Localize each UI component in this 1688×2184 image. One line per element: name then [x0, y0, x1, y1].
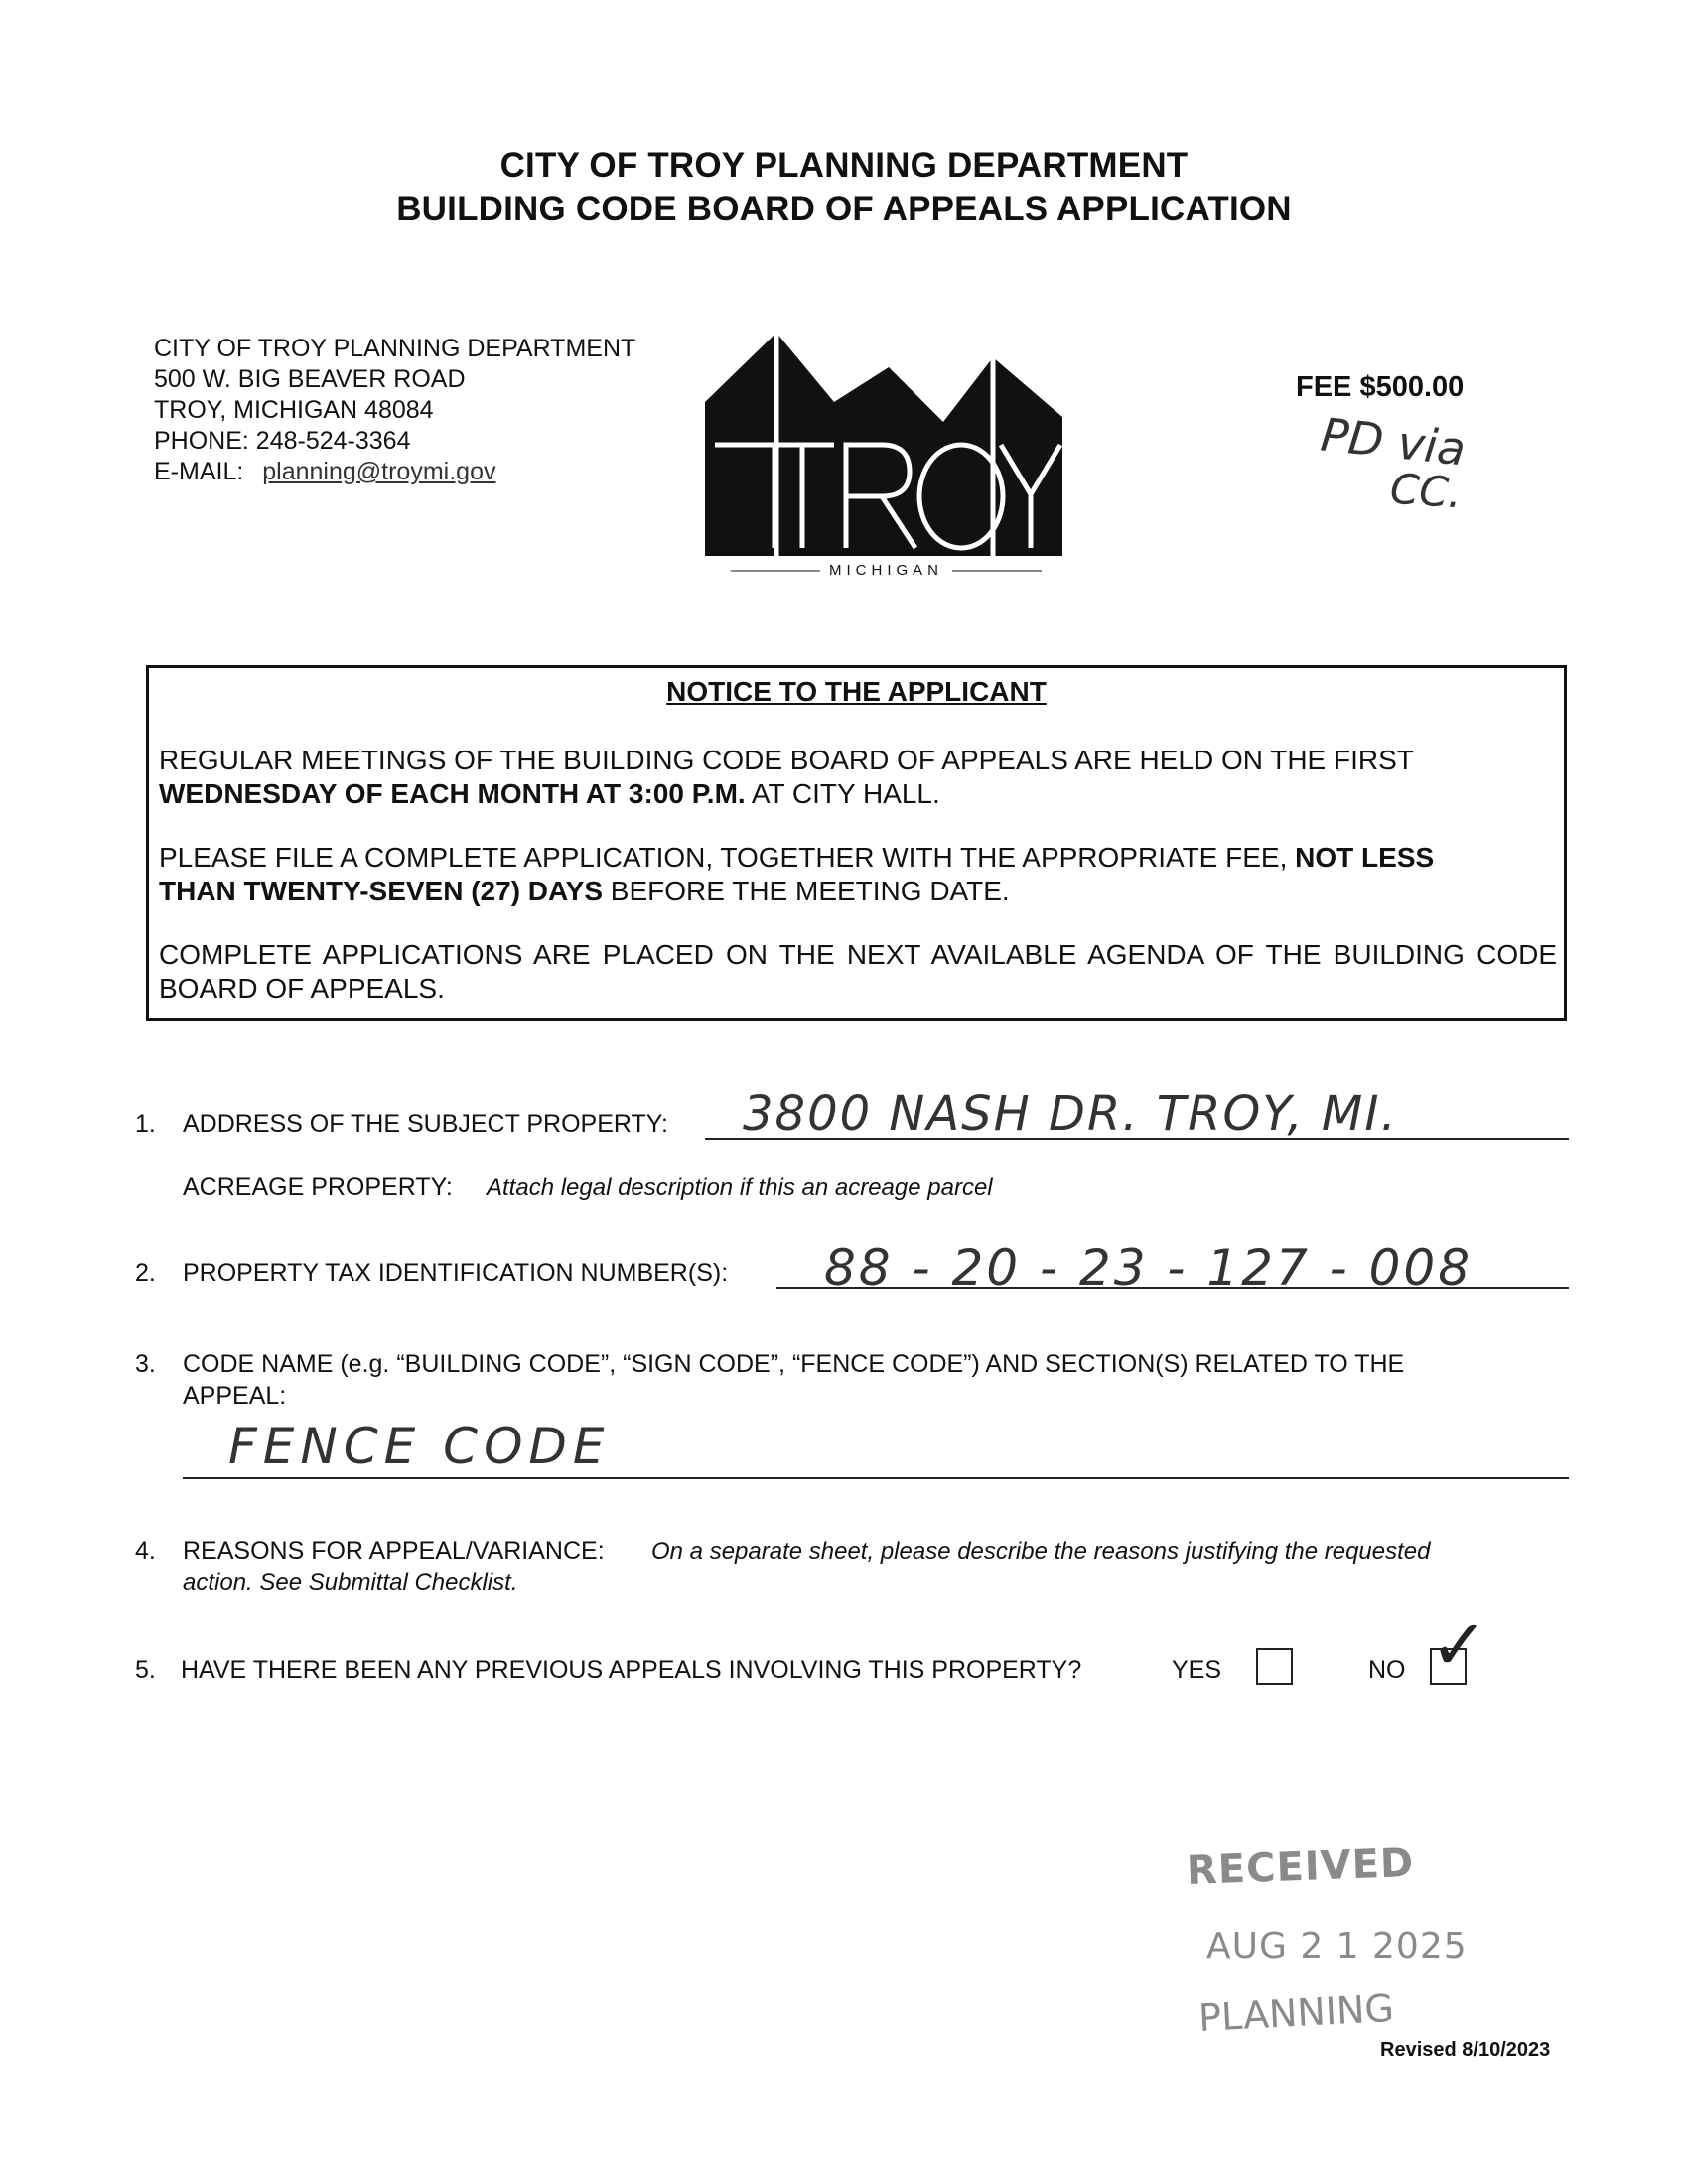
q4-label: REASONS FOR APPEAL/VARIANCE: [183, 1537, 605, 1565]
fee-note-line2: CC. [1388, 464, 1464, 518]
logo-state-text: MICHIGAN [829, 562, 943, 579]
notice-p1-bold: WEDNESDAY OF EACH MONTH AT 3:00 P.M. [159, 778, 746, 809]
logo-michigan: —————— MICHIGAN —————— [730, 562, 1043, 579]
q5-no-checkmark: ✓ [1430, 1604, 1488, 1686]
notice-paragraph-2 [159, 841, 1557, 908]
q5-label: HAVE THERE BEEN ANY PREVIOUS APPEALS INVOLVING THIS PROPERTY? [181, 1656, 1082, 1684]
fee-note-line1: PD via [1318, 407, 1469, 477]
q5-yes-checkbox[interactable] [1256, 1648, 1293, 1685]
q1-address-input[interactable]: 3800 NASH DR. TROY, MI. [743, 1086, 1398, 1142]
notice-title: NOTICE TO THE APPLICANT [666, 676, 1047, 707]
contact-phone: PHONE: 248-524-3364 [154, 427, 411, 455]
contact-email-row [154, 457, 635, 487]
q4-note-line1: On a separate sheet, please describe the reasons justifying the requested [651, 1538, 1431, 1565]
fee-label: FEE $500.00 [1296, 371, 1465, 403]
stamp-planning: PLANNING [1196, 1985, 1395, 2041]
acreage-note: Attach legal description if this an acreage parcel [487, 1174, 993, 1201]
form-subtitle: BUILDING CODE BOARD OF APPEALS APPLICATION [396, 190, 1292, 228]
q2-label: PROPERTY TAX IDENTIFICATION NUMBER(S): [183, 1259, 729, 1287]
contact-dept: CITY OF TROY PLANNING DEPARTMENT [154, 335, 636, 362]
q5-no-label: NO [1368, 1656, 1406, 1684]
troy-logo-graphic [705, 328, 1067, 586]
notice-p1-tail: AT CITY HALL. [745, 778, 940, 809]
contact-block [154, 334, 635, 487]
notice-box [146, 665, 1567, 1021]
notice-p2-text: PLEASE FILE A COMPLETE APPLICATION, TOGETHER WITH THE APPROPRIATE FEE, [159, 842, 1296, 873]
contact-email-link[interactable]: planning@troymi.gov [262, 458, 496, 485]
q4-note-line2: action. See Submittal Checklist. [183, 1570, 518, 1596]
q3-label-line2: APPEAL: [183, 1382, 287, 1410]
q3-label-line1: CODE NAME (e.g. “BUILDING CODE”, “SIGN CODE”, “FENCE CODE”) AND SECTION(S) RELATED TO THE [183, 1350, 1405, 1378]
troy-logo [705, 328, 1067, 586]
q2-tax-id-input[interactable]: 88 - 20 - 23 - 127 - 008 [824, 1239, 1474, 1297]
revised-date: Revised 8/10/2023 [1380, 2039, 1551, 2061]
contact-email-label: E-MAIL: [154, 458, 244, 485]
stamp-date: AUG 2 1 2025 [1206, 1926, 1468, 1967]
contact-city: TROY, MICHIGAN 48084 [154, 396, 434, 424]
acreage-label: ACREAGE PROPERTY: [183, 1173, 453, 1201]
q1-label: ADDRESS OF THE SUBJECT PROPERTY: [183, 1110, 669, 1138]
notice-p2-bold1: NOT LESS [1295, 842, 1435, 873]
form-title: CITY OF TROY PLANNING DEPARTMENT [499, 146, 1189, 185]
contact-street: 500 W. BIG BEAVER ROAD [154, 365, 466, 393]
q5-yes-label: YES [1172, 1656, 1222, 1684]
q4-number: 4. [135, 1537, 156, 1565]
q3-number: 3. [135, 1350, 156, 1378]
notice-paragraph-1 [159, 744, 1557, 811]
q3-code-input[interactable]: FENCE CODE [228, 1418, 611, 1475]
q3-underline [183, 1477, 1569, 1479]
notice-p2-tail: BEFORE THE MEETING DATE. [603, 876, 1010, 906]
notice-p2-bold2: THAN TWENTY-SEVEN (27) DAYS [159, 876, 604, 906]
stamp-received: RECEIVED [1186, 1841, 1415, 1894]
notice-paragraph-3: COMPLETE APPLICATIONS ARE PLACED ON THE NEXT AVAILABLE AGENDA OF THE BUILDING CODE BOARD OF APPEALS. [159, 939, 1557, 1004]
notice-p1-text: REGULAR MEETINGS OF THE BUILDING CODE BOARD OF APPEALS ARE HELD ON THE FIRST [159, 745, 1414, 775]
q1-number: 1. [135, 1110, 156, 1138]
q2-number: 2. [135, 1259, 156, 1287]
q5-number: 5. [135, 1656, 156, 1684]
